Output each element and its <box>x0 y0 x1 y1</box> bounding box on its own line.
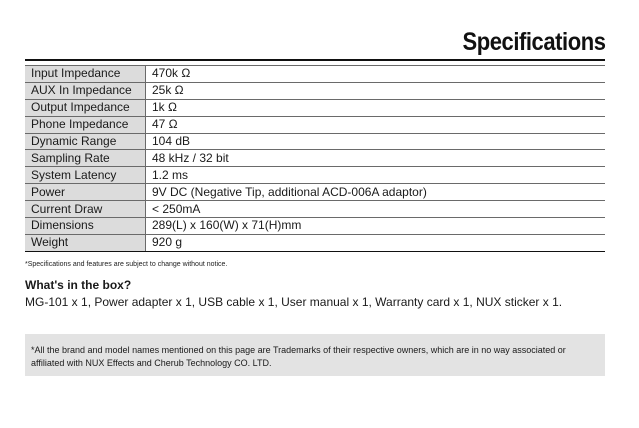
spec-name: Weight <box>25 234 146 251</box>
spec-name: Phone Impedance <box>25 116 146 133</box>
spec-name: Power <box>25 184 146 201</box>
spec-value: 48 kHz / 32 bit <box>146 150 606 167</box>
table-row <box>25 234 605 251</box>
table-row <box>25 116 605 133</box>
spec-name: Input Impedance <box>25 66 146 83</box>
spec-name: Dynamic Range <box>25 133 146 150</box>
table-row <box>25 167 605 184</box>
spec-value: 1.2 ms <box>146 167 606 184</box>
spec-value: < 250mA <box>146 201 606 218</box>
table-row <box>25 99 605 116</box>
table-row <box>25 218 605 235</box>
spec-value: 1k Ω <box>146 99 606 116</box>
trademark-text: *All the brand and model names mentioned on this page are Trademarks of their respective owners, which are in no way associated or affiliated with NUX Effects and Cherub Technology CO. LTD. <box>31 345 566 368</box>
spec-value: 25k Ω <box>146 82 606 99</box>
table-row <box>25 82 605 99</box>
spec-value: 9V DC (Negative Tip, additional ACD-006A adaptor) <box>146 184 606 201</box>
spec-change-note: *Specifications and features are subject to change without notice. <box>25 261 228 268</box>
title-divider <box>25 59 605 61</box>
table-row <box>25 66 605 83</box>
spec-value: 104 dB <box>146 133 606 150</box>
spec-name: AUX In Impedance <box>25 82 146 99</box>
trademark-notice <box>25 334 605 376</box>
page-title: Specifications <box>462 28 605 56</box>
spec-value: 470k Ω <box>146 66 606 83</box>
box-contents-heading: What's in the box? <box>25 278 132 292</box>
box-contents-list: MG-101 x 1, Power adapter x 1, USB cable x 1, User manual x 1, Warranty card x 1, NUX sticker x 1. <box>25 295 563 309</box>
table-row <box>25 201 605 218</box>
spec-name: Current Draw <box>25 201 146 218</box>
spec-value: 47 Ω <box>146 116 606 133</box>
spec-value: 920 g <box>146 234 606 251</box>
spec-name: Dimensions <box>25 218 146 235</box>
spec-name: Output Impedance <box>25 99 146 116</box>
table-row <box>25 150 605 167</box>
spec-value: 289(L) x 160(W) x 71(H)mm <box>146 218 606 235</box>
table-row <box>25 184 605 201</box>
table-row <box>25 133 605 150</box>
specifications-table <box>25 65 605 252</box>
spec-name: Sampling Rate <box>25 150 146 167</box>
spec-name: System Latency <box>25 167 146 184</box>
